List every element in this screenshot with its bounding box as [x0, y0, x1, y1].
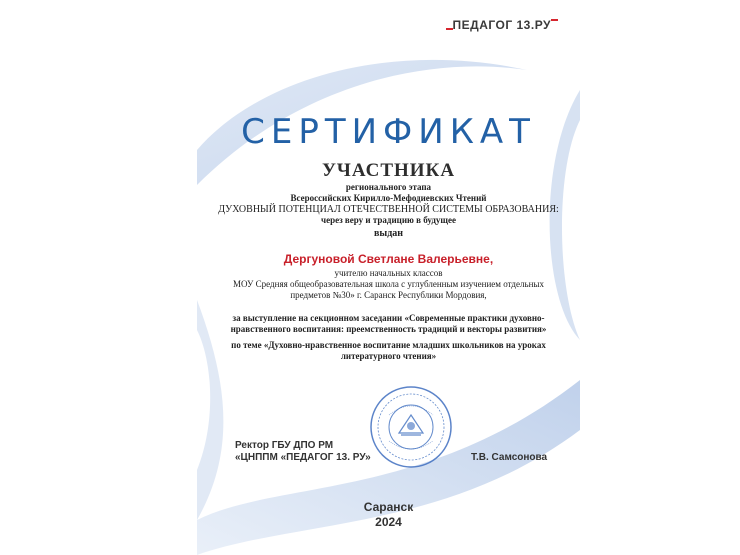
- event-line-4: через веру и традицию в будущее: [321, 215, 456, 225]
- logo: [446, 18, 558, 32]
- topic-line-1: по теме «Духовно-нравственное воспитание младших школьников на уроках: [231, 340, 546, 350]
- signature-role: [235, 440, 371, 464]
- certificate-page: [197, 0, 580, 555]
- logo-text: ПЕДАГОГ 13.РУ: [452, 18, 551, 32]
- event-line-2: Всероссийских Кирилло-Мефодиевских Чтений: [290, 193, 487, 203]
- recipient: [197, 252, 580, 266]
- recipient-punct: ,: [489, 252, 494, 266]
- school-line-1: МОУ Средняя общеобразовательная школа с углубленным изучением отдельных: [233, 279, 544, 289]
- footer-year: 2024: [375, 515, 402, 529]
- signature-role-line-1: Ректор ГБУ ДПО РМ: [235, 440, 334, 451]
- recipient-position: учителю начальных классов: [334, 268, 443, 278]
- issued-label: выдан: [373, 228, 404, 239]
- certificate-title: СЕРТИФИКАТ: [241, 112, 536, 152]
- footer-city: Саранск: [363, 500, 414, 514]
- school-line-2: предметов №30» г. Саранск Республики Мордовия,: [290, 290, 487, 300]
- signer-name: Т.В. Самсонова: [471, 452, 548, 463]
- recipient-name: Дергуновой Светлане Валерьевне: [283, 252, 490, 266]
- signature-role-line-2: «ЦНППМ «ПЕДАГОГ 13. РУ»: [235, 452, 371, 463]
- event-line-1: регионального этапа: [345, 182, 432, 192]
- seal-stamp: [369, 385, 453, 469]
- session-line-1: за выступление на секционном заседании «Современные практики духовно-: [232, 313, 545, 323]
- topic-line-2: литературного чтения»: [340, 351, 437, 361]
- logo-bar-left: [446, 28, 453, 30]
- logo-bar-right: [551, 19, 558, 21]
- certificate-subtitle: УЧАСТНИКА: [321, 160, 456, 181]
- event-line-3: ДУХОВНЫЙ ПОТЕНЦИАЛ ОТЕЧЕСТВЕННОЙ СИСТЕМЫ ОБРАЗОВАНИЯ:: [218, 204, 559, 215]
- session-line-2: нравственного воспитания: преемственность традиций и векторы развития»: [230, 324, 547, 334]
